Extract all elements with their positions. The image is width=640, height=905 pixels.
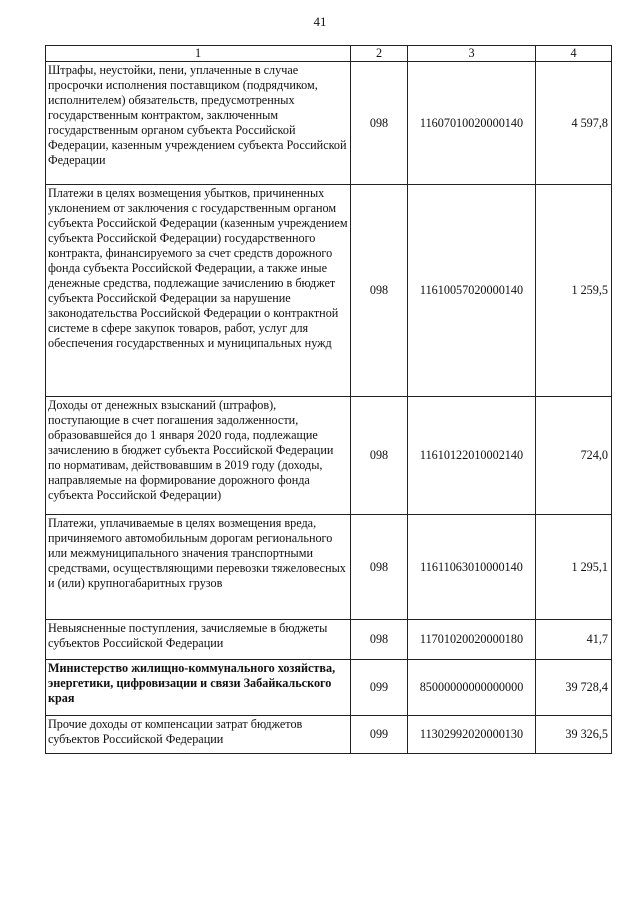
table-row — [46, 185, 612, 397]
row-description: Невыясненные поступления, зачисляемые в бюджеты субъектов Российской Федерации — [46, 620, 351, 660]
row-budget-code: 11701020020000180 — [408, 620, 536, 660]
table-row — [46, 397, 612, 515]
row-description: Платежи, уплачиваемые в целях возмещения вреда, причиняемого автомобильным дорогам регионального или межмуниципального значения транспортными средствами, осуществляющими перевозки тяжеловесных и (или) крупногабаритных грузов — [46, 515, 351, 620]
column-header-amount: 4 — [536, 46, 612, 62]
row-amount: 4 597,8 — [536, 62, 612, 185]
row-budget-code: 11611063010000140 — [408, 515, 536, 620]
column-header-code: 3 — [408, 46, 536, 62]
row-admin-code: 098 — [351, 397, 408, 515]
row-admin-code: 098 — [351, 620, 408, 660]
row-description: Доходы от денежных взысканий (штрафов), поступающие в счет погашения задолженности, образовавшейся до 1 января 2020 года, подлежащие зачислению в бюджет субъекта Российской Федерации по нормативам, действовавшим в 2019 году (доходы, направляемые на формирование дорожного фонда субъекта Российской Федерации) — [46, 397, 351, 515]
column-header-admin: 2 — [351, 46, 408, 62]
row-budget-code: 11610122010002140 — [408, 397, 536, 515]
row-amount: 41,7 — [536, 620, 612, 660]
table-row-section — [46, 660, 612, 716]
row-budget-code: 11607010020000140 — [408, 62, 536, 185]
table-header-row — [46, 46, 612, 62]
column-header-description: 1 — [46, 46, 351, 62]
row-budget-code: 11302992020000130 — [408, 716, 536, 754]
budget-revenue-table — [45, 45, 612, 754]
row-description: Прочие доходы от компенсации затрат бюджетов субъектов Российской Федерации — [46, 716, 351, 754]
table-row — [46, 620, 612, 660]
row-description: Штрафы, неустойки, пени, уплаченные в случае просрочки исполнения поставщиком (подрядчиком, исполнителем) обязательств, предусмотренных государственным контрактом, заключенным государственным органом субъекта Российской Федерации, казенным учреждением субъекта Российской Федерации — [46, 62, 351, 185]
row-admin-code: 098 — [351, 515, 408, 620]
row-admin-code: 098 — [351, 62, 408, 185]
row-amount: 39 728,4 — [536, 660, 612, 716]
table-row — [46, 716, 612, 754]
row-amount: 1 295,1 — [536, 515, 612, 620]
row-budget-code: 85000000000000000 — [408, 660, 536, 716]
row-admin-code: 098 — [351, 185, 408, 397]
row-amount: 724,0 — [536, 397, 612, 515]
row-admin-code: 099 — [351, 716, 408, 754]
row-amount: 1 259,5 — [536, 185, 612, 397]
row-budget-code: 11610057020000140 — [408, 185, 536, 397]
row-description: Платежи в целях возмещения убытков, причиненных уклонением от заключения с государственным органом субъекта Российской Федерации (казенным учреждением субъекта Российской Федерации) государственного контракта, финансируемого за счет средств дорожного фонда субъекта Российской Федерации, а также иные денежные средства, подлежащие зачислению в бюджет субъекта Российской Федерации за нарушение законодательства Российской Федерации о контрактной системе в сфере закупок товаров, работ, услуг для обеспечения государственных и муниципальных нужд — [46, 185, 351, 397]
table-row — [46, 515, 612, 620]
row-admin-code: 099 — [351, 660, 408, 716]
row-amount: 39 326,5 — [536, 716, 612, 754]
row-description: Министерство жилищно-коммунального хозяйства, энергетики, цифровизации и связи Забайкальского края — [46, 660, 351, 716]
page-number: 41 — [313, 14, 327, 29]
table-row — [46, 62, 612, 185]
